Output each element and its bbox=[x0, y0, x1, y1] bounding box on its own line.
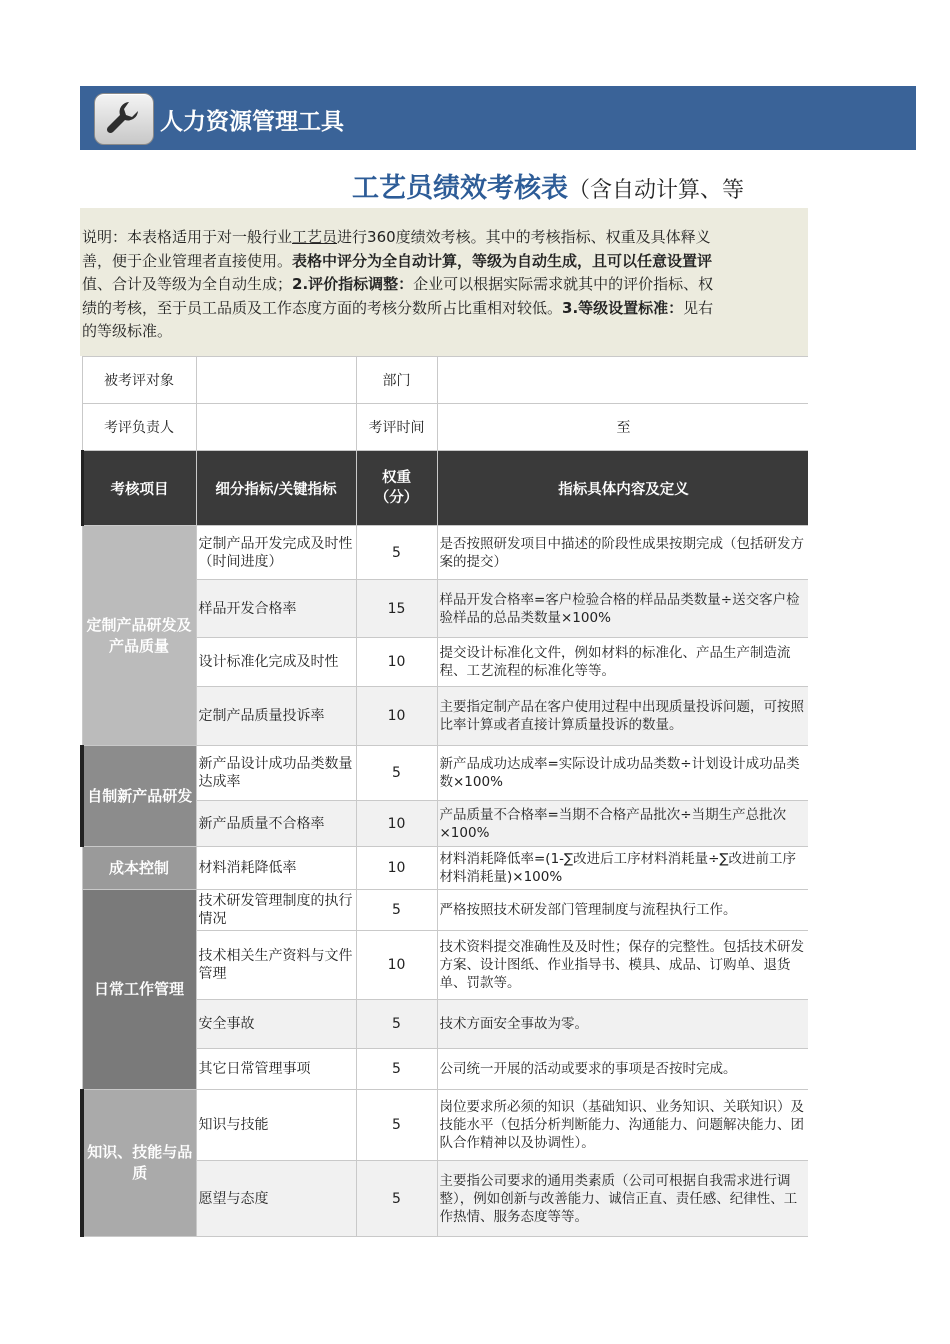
note-text: 进行360度绩效考核。其中的考核指标、权重及具体释义 bbox=[337, 228, 711, 246]
indicator-cell: 材料消耗降低率 bbox=[196, 847, 356, 890]
indicator-cell: 新产品设计成功品类数量达成率 bbox=[196, 746, 356, 801]
indicator-cell: 其它日常管理事项 bbox=[196, 1049, 356, 1090]
definition-cell: 样品开发合格率=客户检验合格的样品品类数量÷送交客户检验样品的总品类数量×100% bbox=[437, 580, 808, 638]
note-line bbox=[82, 226, 808, 250]
indicator-cell: 技术相关生产资料与文件管理 bbox=[196, 931, 356, 1000]
weight-cell: 10 bbox=[356, 687, 437, 746]
note-text: 值、合计及等级为全自动生成； bbox=[82, 275, 293, 294]
weight-cell: 10 bbox=[356, 638, 437, 687]
title-main: 工艺员绩效考核表 bbox=[352, 173, 568, 204]
note-text: 企业可以根据实际需求就其中的评价指标、权 bbox=[413, 275, 714, 294]
definition-cell: 主要指公司要求的通用类素质（公司可根据自我需求进行调整），例如创新与改善能力、诚信正直、责任感、纪律性、工作热情、服务态度等等。 bbox=[437, 1161, 808, 1237]
banner-title: 人力资源管理工具 bbox=[160, 109, 344, 135]
info-row bbox=[82, 404, 808, 451]
definition-cell: 主要指定制产品在客户使用过程中出现质量投诉问题，可按照比率计算或者直接计算质量投诉的数量。 bbox=[437, 687, 808, 746]
weight-cell: 5 bbox=[356, 1161, 437, 1237]
dept-label: 部门 bbox=[356, 357, 437, 404]
definition-cell: 产品质量不合格率=当期不合格产品批次÷当期生产总批次×100% bbox=[437, 801, 808, 847]
weight-cell: 5 bbox=[356, 746, 437, 801]
weight-cell: 10 bbox=[356, 801, 437, 847]
header-item: 考核项目 bbox=[82, 451, 196, 526]
weight-cell: 10 bbox=[356, 847, 437, 890]
definition-cell: 是否按照研发项目中描述的阶段性成果按期完成（包括研发方案的提交） bbox=[437, 526, 808, 580]
category-cell: 知识、技能与品质 bbox=[82, 1090, 196, 1237]
note-text: 绩的考核，至于员工品质及工作态度方面的考核分数所占比重相对较低。 bbox=[82, 298, 563, 317]
indicator-cell: 样品开发合格率 bbox=[196, 580, 356, 638]
category-cell: 自制新产品研发 bbox=[82, 746, 196, 847]
owner-label: 考评负责人 bbox=[82, 404, 196, 451]
header-weight: 权重 （分） bbox=[356, 451, 437, 526]
indicator-cell: 设计标准化完成及时性 bbox=[196, 638, 356, 687]
table-row bbox=[82, 847, 808, 890]
table-row bbox=[82, 890, 808, 931]
definition-cell: 技术方面安全事故为零。 bbox=[437, 1000, 808, 1049]
dept-value-cell[interactable] bbox=[437, 357, 808, 404]
note-line bbox=[82, 273, 808, 297]
weight-cell: 5 bbox=[356, 1049, 437, 1090]
table-row bbox=[82, 526, 808, 580]
note-text: 见右 bbox=[683, 298, 714, 317]
title-sub: （含自动计算、等 bbox=[568, 178, 745, 203]
weight-cell: 15 bbox=[356, 580, 437, 638]
note-underlined: 工艺员 bbox=[292, 228, 338, 246]
table-row bbox=[82, 1090, 808, 1161]
category-cell: 定制产品研发及产品质量 bbox=[82, 526, 196, 746]
definition-cell: 技术资料提交准确性及及时性；保存的完整性。包括技术研发方案、设计图纸、作业指导书、模具、成品、订购单、退货单、罚款等。 bbox=[437, 931, 808, 1000]
indicator-cell: 新产品质量不合格率 bbox=[196, 801, 356, 847]
note-line bbox=[82, 250, 808, 274]
definition-cell: 提交设计标准化文件，例如材料的标准化、产品生产制造流程、工艺流程的标准化等等。 bbox=[437, 638, 808, 687]
time-value-cell[interactable]: 至 bbox=[437, 404, 808, 451]
weight-cell: 5 bbox=[356, 1000, 437, 1049]
indicator-cell: 安全事故 bbox=[196, 1000, 356, 1049]
target-label: 被考评对象 bbox=[82, 357, 196, 404]
note-bold: 2.评价指标调整： bbox=[292, 275, 414, 294]
note-bold: 表格中评分为全自动计算，等级为自动生成，且可以任意设置评 bbox=[292, 251, 713, 270]
category-cell: 日常工作管理 bbox=[82, 890, 196, 1090]
indicator-cell: 知识与技能 bbox=[196, 1090, 356, 1161]
weight-cell: 10 bbox=[356, 931, 437, 1000]
definition-cell: 岗位要求所必须的知识（基础知识、业务知识、关联知识）及技能水平（包括分析判断能力、沟通能力、问题解决能力、团队合作精神以及协调性）。 bbox=[437, 1090, 808, 1161]
indicator-cell: 愿望与态度 bbox=[196, 1161, 356, 1237]
table-row bbox=[82, 746, 808, 801]
note-text: 善，便于企业管理者直接使用。 bbox=[82, 251, 293, 270]
weight-cell: 5 bbox=[356, 1090, 437, 1161]
time-label: 考评时间 bbox=[356, 404, 437, 451]
indicator-cell: 定制产品开发完成及时性（时间进度） bbox=[196, 526, 356, 580]
definition-cell: 公司统一开展的活动或要求的事项是否按时完成。 bbox=[437, 1049, 808, 1090]
note-text: 的等级标准。 bbox=[82, 322, 173, 341]
instructions-note bbox=[82, 226, 808, 344]
header-indicator: 细分指标/关键指标 bbox=[196, 451, 356, 526]
info-row bbox=[82, 357, 808, 404]
header-definition: 指标具体内容及定义 bbox=[437, 451, 808, 526]
note-text: 说明：本表格适用于对一般行业 bbox=[82, 228, 293, 246]
definition-cell: 新产品成功达成率=实际设计成功品类数÷计划设计成功品类数×100% bbox=[437, 746, 808, 801]
weight-cell: 5 bbox=[356, 890, 437, 931]
owner-value-cell[interactable] bbox=[196, 404, 356, 451]
weight-cell: 5 bbox=[356, 526, 437, 580]
definition-cell: 材料消耗降低率=(1-∑改进后工序材料消耗量÷∑改进前工序材料消耗量)×100% bbox=[437, 847, 808, 890]
note-bold: 3.等级设置标准： bbox=[562, 298, 684, 317]
note-line bbox=[82, 320, 808, 344]
indicator-cell: 技术研发管理制度的执行情况 bbox=[196, 890, 356, 931]
note-line bbox=[82, 297, 808, 321]
indicator-cell: 定制产品质量投诉率 bbox=[196, 687, 356, 746]
definition-cell: 严格按照技术研发部门管理制度与流程执行工作。 bbox=[437, 890, 808, 931]
target-value-cell[interactable] bbox=[196, 357, 356, 404]
page-title bbox=[352, 166, 744, 205]
assessment-table bbox=[80, 356, 808, 1237]
table-header-row bbox=[82, 451, 808, 526]
category-cell: 成本控制 bbox=[82, 847, 196, 890]
